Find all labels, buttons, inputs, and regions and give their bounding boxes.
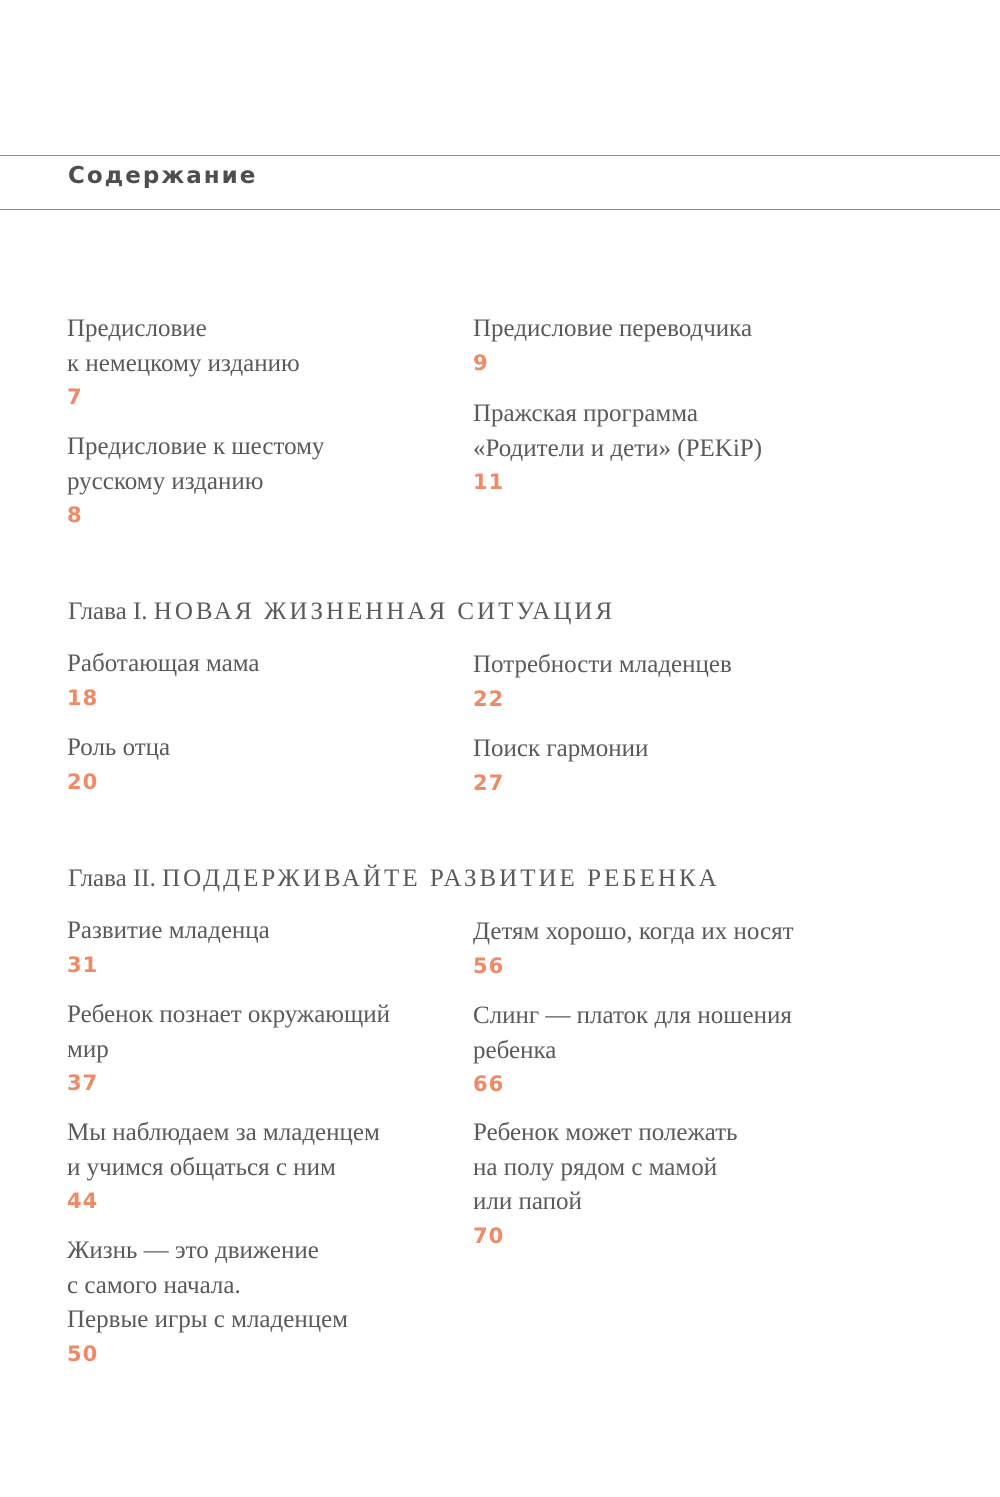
toc-entry-title: или папой <box>473 1188 582 1215</box>
chapter-label: Глава II. <box>68 865 156 892</box>
toc-entry[interactable] <box>473 999 873 1100</box>
toc-entry-title: Роль отца <box>67 734 171 761</box>
toc-page-number: 56 <box>473 953 505 978</box>
chapter-label: Глава I. <box>68 598 148 625</box>
toc-entry-title: с самого начала. <box>67 1271 241 1299</box>
toc-entry[interactable] <box>67 998 467 1099</box>
toc-entry[interactable] <box>473 732 873 799</box>
toc-page-number: 11 <box>473 470 505 494</box>
toc-page-number: 8 <box>67 503 83 527</box>
toc-entry-title: Ребенок познает окружающий <box>67 1001 390 1028</box>
toc-entry-title: Первые игры с младенцем <box>67 1306 349 1333</box>
toc-entry[interactable] <box>67 647 467 714</box>
toc-entry-title: Слинг — платок для ношения <box>473 1002 792 1029</box>
toc-entry-title: Развитие младенца <box>67 917 270 944</box>
toc-entry[interactable] <box>473 648 873 715</box>
page-title: Содержание <box>68 163 258 189</box>
toc-entry-title: Ребенок может полежать <box>473 1119 738 1146</box>
toc-entry[interactable] <box>67 914 467 981</box>
toc-entry[interactable] <box>67 430 467 531</box>
toc-entry-title: русскому изданию <box>67 467 264 495</box>
toc-page-number: 31 <box>67 952 99 977</box>
toc-entry-title: к немецкому изданию <box>67 349 300 377</box>
toc-page-number: 70 <box>473 1223 505 1248</box>
toc-entry[interactable] <box>473 397 873 498</box>
toc-entry-title: мир <box>67 1035 109 1063</box>
toc-entry-title: Поиск гармонии <box>473 735 649 762</box>
chapter-heading <box>68 598 615 626</box>
toc-entry-title: и учимся общаться с ним <box>67 1153 336 1181</box>
toc-entry-title: Потребности младенцев <box>473 651 732 678</box>
toc-entry[interactable] <box>473 312 873 379</box>
toc-entry[interactable] <box>67 1234 467 1370</box>
toc-page-number: 7 <box>67 385 83 409</box>
toc-page-number: 27 <box>473 770 505 795</box>
header-rule-bottom <box>0 209 1000 210</box>
chapter-title: ПОДДЕРЖИВАЙТЕ РАЗВИТИЕ РЕБЕНКА <box>162 865 720 892</box>
toc-entry[interactable] <box>473 1116 873 1252</box>
toc-entry[interactable] <box>67 312 467 413</box>
toc-entry-title: Предисловие <box>67 315 207 342</box>
toc-page-number: 66 <box>473 1072 505 1096</box>
toc-entry-title: Предисловие к шестому <box>67 433 325 460</box>
toc-entry-title: ребенка <box>473 1036 557 1064</box>
toc-entry-title: Мы наблюдаем за младенцем <box>67 1119 380 1146</box>
toc-page-number: 22 <box>473 686 505 711</box>
toc-entry[interactable] <box>67 1116 467 1217</box>
toc-entry-title: Пражская программа <box>473 400 698 427</box>
chapter-title: НОВАЯ ЖИЗНЕННАЯ СИТУАЦИЯ <box>153 598 616 625</box>
toc-entry-title: «Родители и дети» (PEKiP) <box>473 434 763 462</box>
toc-entry-title: Жизнь — это движение <box>67 1237 319 1264</box>
toc-entry-title: на полу рядом с мамой <box>473 1153 718 1181</box>
toc-entry[interactable] <box>67 731 467 798</box>
toc-entry-title: Детям хорошо, когда их носят <box>473 918 794 945</box>
toc-page-number: 44 <box>67 1189 99 1213</box>
toc-page-number: 37 <box>67 1071 99 1095</box>
toc-page-number: 20 <box>67 769 99 794</box>
toc-page-number: 50 <box>67 1341 99 1366</box>
toc-entry-title: Предисловие переводчика <box>473 315 753 342</box>
header-rule-top <box>0 155 1000 156</box>
chapter-heading <box>68 865 720 893</box>
toc-entry[interactable] <box>473 915 873 982</box>
toc-entry-title: Работающая мама <box>67 650 260 677</box>
toc-page-number: 9 <box>473 350 489 375</box>
toc-page-number: 18 <box>67 685 99 710</box>
